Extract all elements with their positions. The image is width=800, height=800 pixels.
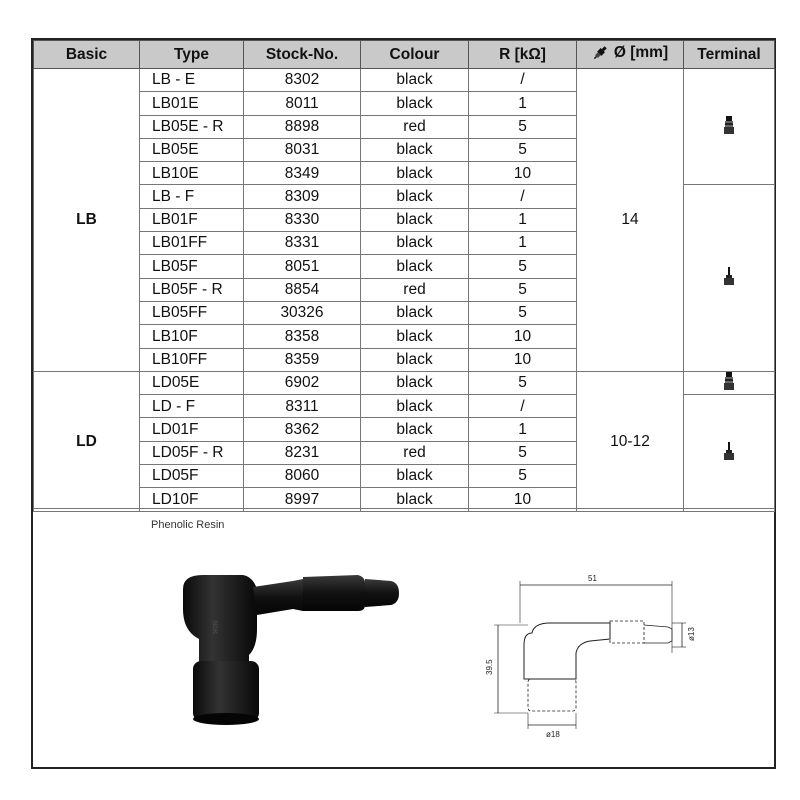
diameter-cell: 10-12 (577, 371, 684, 511)
resistance-cell: 5 (469, 301, 577, 324)
stock-cell: 8051 (244, 255, 361, 278)
material-label: Phenolic Resin (151, 519, 225, 531)
dim-width-label: 51 (588, 574, 597, 583)
type-cell: LB10FF (140, 348, 244, 371)
table-row (34, 371, 775, 394)
type-cell: LB05F - R (140, 278, 244, 301)
dim-base-label: ø18 (546, 730, 560, 739)
screw-terminal-icon (722, 116, 736, 134)
stock-cell: 8349 (244, 162, 361, 185)
col-header-type: Type (140, 41, 244, 69)
type-cell: LD01F (140, 418, 244, 441)
col-header-stock: Stock-No. (244, 41, 361, 69)
diameter-header-label: Ø [mm] (613, 43, 669, 61)
resistance-cell: 5 (469, 371, 577, 394)
type-cell: LB01E (140, 92, 244, 115)
type-cell: LD - F (140, 395, 244, 418)
type-cell: LB10F (140, 325, 244, 348)
colour-cell: black (361, 208, 469, 231)
resistance-cell: 5 (469, 138, 577, 161)
type-cell: LB01F (140, 208, 244, 231)
type-cell: LB05E (140, 138, 244, 161)
stock-cell: 30326 (244, 301, 361, 324)
colour-cell: black (361, 325, 469, 348)
terminal-cell (684, 69, 775, 185)
stock-cell: 8311 (244, 395, 361, 418)
colour-cell: black (361, 232, 469, 255)
stock-cell: 8011 (244, 92, 361, 115)
datasheet (31, 38, 776, 769)
table-row (34, 69, 775, 92)
colour-cell: red (361, 115, 469, 138)
colour-cell: black (361, 301, 469, 324)
stock-cell: 8359 (244, 348, 361, 371)
col-header-terminal: Terminal (684, 41, 775, 69)
resistance-cell: 5 (469, 465, 577, 488)
type-cell: LB05F (140, 255, 244, 278)
stock-cell: 8358 (244, 325, 361, 348)
resistance-cell: 5 (469, 115, 577, 138)
col-header-resistance: R [kΩ] (469, 41, 577, 69)
stock-cell: 8031 (244, 138, 361, 161)
stock-cell: 8330 (244, 208, 361, 231)
resistance-cell: 1 (469, 232, 577, 255)
plug-cap-photo (153, 569, 413, 729)
col-header-colour: Colour (361, 41, 469, 69)
stock-cell: 8898 (244, 115, 361, 138)
type-cell: LD05E (140, 371, 244, 394)
colour-cell: black (361, 69, 469, 92)
diameter-cell: 14 (577, 69, 684, 372)
dimension-drawing (458, 557, 698, 757)
col-header-diameter (577, 41, 684, 69)
colour-cell: black (361, 348, 469, 371)
resistance-cell: 10 (469, 325, 577, 348)
pin-terminal-icon (722, 442, 736, 460)
colour-cell: red (361, 278, 469, 301)
dim-tip-label: ø13 (687, 627, 696, 641)
colour-cell: black (361, 185, 469, 208)
colour-cell: red (361, 441, 469, 464)
stock-cell: 8309 (244, 185, 361, 208)
basic-cell: LD (34, 371, 140, 511)
colour-cell: black (361, 255, 469, 278)
colour-cell: black (361, 488, 469, 511)
stock-cell: 6902 (244, 371, 361, 394)
col-header-basic: Basic (34, 41, 140, 69)
terminal-cell (684, 395, 775, 511)
spark-plug-icon (592, 45, 608, 61)
stock-cell: 8362 (244, 418, 361, 441)
header-row (34, 41, 775, 69)
type-cell: LD10F (140, 488, 244, 511)
screw-terminal-icon (722, 372, 736, 390)
resistance-cell: 5 (469, 255, 577, 278)
stock-cell: 8060 (244, 465, 361, 488)
resistance-cell: 10 (469, 348, 577, 371)
stock-cell: 8302 (244, 69, 361, 92)
type-cell: LD05F (140, 465, 244, 488)
type-cell: LB - E (140, 69, 244, 92)
spec-table (33, 40, 775, 512)
dim-height-label: 39.5 (485, 659, 494, 675)
resistance-cell: 1 (469, 208, 577, 231)
type-cell: LD05F - R (140, 441, 244, 464)
terminal-cell (684, 371, 775, 394)
resistance-cell: / (469, 69, 577, 92)
stock-cell: 8854 (244, 278, 361, 301)
type-cell: LB01FF (140, 232, 244, 255)
pin-terminal-icon (722, 267, 736, 285)
product-illustration-panel (33, 508, 774, 768)
colour-cell: black (361, 371, 469, 394)
colour-cell: black (361, 138, 469, 161)
resistance-cell: 10 (469, 162, 577, 185)
colour-cell: black (361, 465, 469, 488)
colour-cell: black (361, 92, 469, 115)
resistance-cell: 1 (469, 418, 577, 441)
terminal-cell (684, 185, 775, 371)
resistance-cell: / (469, 185, 577, 208)
svg-text:NGK: NGK (211, 621, 217, 635)
stock-cell: 8331 (244, 232, 361, 255)
resistance-cell: 10 (469, 488, 577, 511)
basic-cell: LB (34, 69, 140, 372)
resistance-cell: 5 (469, 278, 577, 301)
type-cell: LB05FF (140, 301, 244, 324)
stock-cell: 8231 (244, 441, 361, 464)
colour-cell: black (361, 418, 469, 441)
colour-cell: black (361, 162, 469, 185)
resistance-cell: / (469, 395, 577, 418)
colour-cell: black (361, 395, 469, 418)
resistance-cell: 5 (469, 441, 577, 464)
stock-cell: 8997 (244, 488, 361, 511)
type-cell: LB05E - R (140, 115, 244, 138)
resistance-cell: 1 (469, 92, 577, 115)
type-cell: LB10E (140, 162, 244, 185)
type-cell: LB - F (140, 185, 244, 208)
